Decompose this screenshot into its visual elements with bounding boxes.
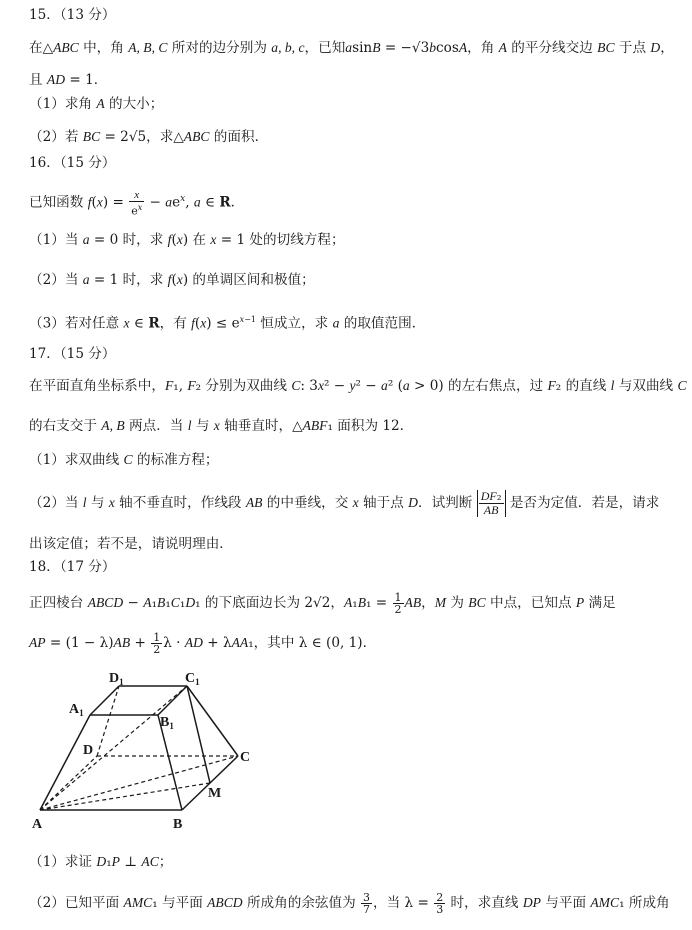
problem-16-heading: 16．（15 分） <box>29 155 116 171</box>
label-M: M <box>208 786 222 801</box>
problem-16-statement: 已知函数 f(x) = $\frac{x}{e^x}$ − $ae^x$, a ∈ R． <box>29 189 245 218</box>
problem-15-question-1: （1）求角 A 的大小； <box>29 96 164 112</box>
problem-18-question-2: （2）已知平面 AMC₁ 与平面 ABCD 所成角的余弦值为 $\frac{3}{7}$ ，当 λ = $\frac{2}{3}$ 时，求直线 DP 与平面 AMC₁ 所成角 <box>29 891 670 916</box>
problem-18-heading: 18．（17 分） <box>29 559 116 575</box>
label-D1: $D_1$ <box>109 671 124 687</box>
problem-17-question-2b: 出该定值；若不是，请说明理由． <box>29 536 233 552</box>
frustum-figure <box>22 668 262 838</box>
problem-17-question-2: （2）当 l 与 x 轴不垂直时，作线段 AB 的中垂线，交 x 轴于点 D．试判断 $\frac{\text{DF₂}}{AB}$ 是否为定值．若是，请求 <box>29 489 660 517</box>
segment-AM <box>40 783 210 810</box>
problem-17-heading: 17．（15 分） <box>29 346 116 362</box>
label-B1: $B_1$ <box>160 715 174 731</box>
problem-15-heading: 15．（13 分） <box>29 7 116 23</box>
problem-16-question-1: （1）当 a = 0 时，求 f(x) 在 x = 1 处的切线方程； <box>29 232 345 248</box>
problem-17-statement: 在平面直角坐标系中，F₁, F₂ 分别为双曲线 C: 3x² − y² − a² (a > 0) 的左右焦点，过 F₂ 的直线 l 与双曲线 C <box>29 378 687 394</box>
problem-18-question-1: （1）求证 D₁P ⊥ AC； <box>29 854 173 870</box>
label-D: D <box>83 743 94 758</box>
label-B: B <box>173 817 183 832</box>
label-C1: $C_1$ <box>185 671 200 687</box>
label-C: C <box>240 750 251 765</box>
problem-15-statement: 在△ABC 中，角 A, B, C 所对的边分别为 a, b, c，已知asinB = −√3bcosA，角 A 的平分线交边 BC 于点 D， <box>29 40 674 56</box>
problem-18-statement: 正四棱台 ABCD − A₁B₁C₁D₁ 的下底面边长为 2√2，A₁B₁ = $\frac{1}{2}$ AB，M 为 BC 中点，已知点 P 满足 <box>29 591 616 616</box>
problem-18-statement-2: AP = (1 − λ)AB + $\frac{1}{2}$ λ · AD + λAA₁，其中 λ ∈ (0, 1)． <box>29 631 377 656</box>
label-A1: $A_1$ <box>69 702 84 718</box>
problem-16-question-3: （3）若对任意 x ∈ R，有 $f(x) \le e^{x-1}$ 恒成立，求 a 的取值范围． <box>29 315 426 332</box>
edge-AA1 <box>40 715 90 810</box>
label-A: A <box>32 817 43 832</box>
problem-15-question-2: （2）若 BC = 2√5，求△ABC 的面积． <box>29 129 269 145</box>
problem-17-question-1: （1）求双曲线 C 的标准方程； <box>29 452 219 468</box>
problem-16-question-2: （2）当 a = 1 时，求 f(x) 的单调区间和极值； <box>29 272 315 288</box>
problem-17-statement-2: 的右支交于 A, B 两点．当 l 与 x 轴垂直时，△ABF₁ 面积为 12． <box>29 418 414 434</box>
segment-AC1 <box>40 686 187 810</box>
edge-B1C1 <box>158 686 187 715</box>
problem-15-statement-2: 且 AD = 1． <box>29 72 108 88</box>
